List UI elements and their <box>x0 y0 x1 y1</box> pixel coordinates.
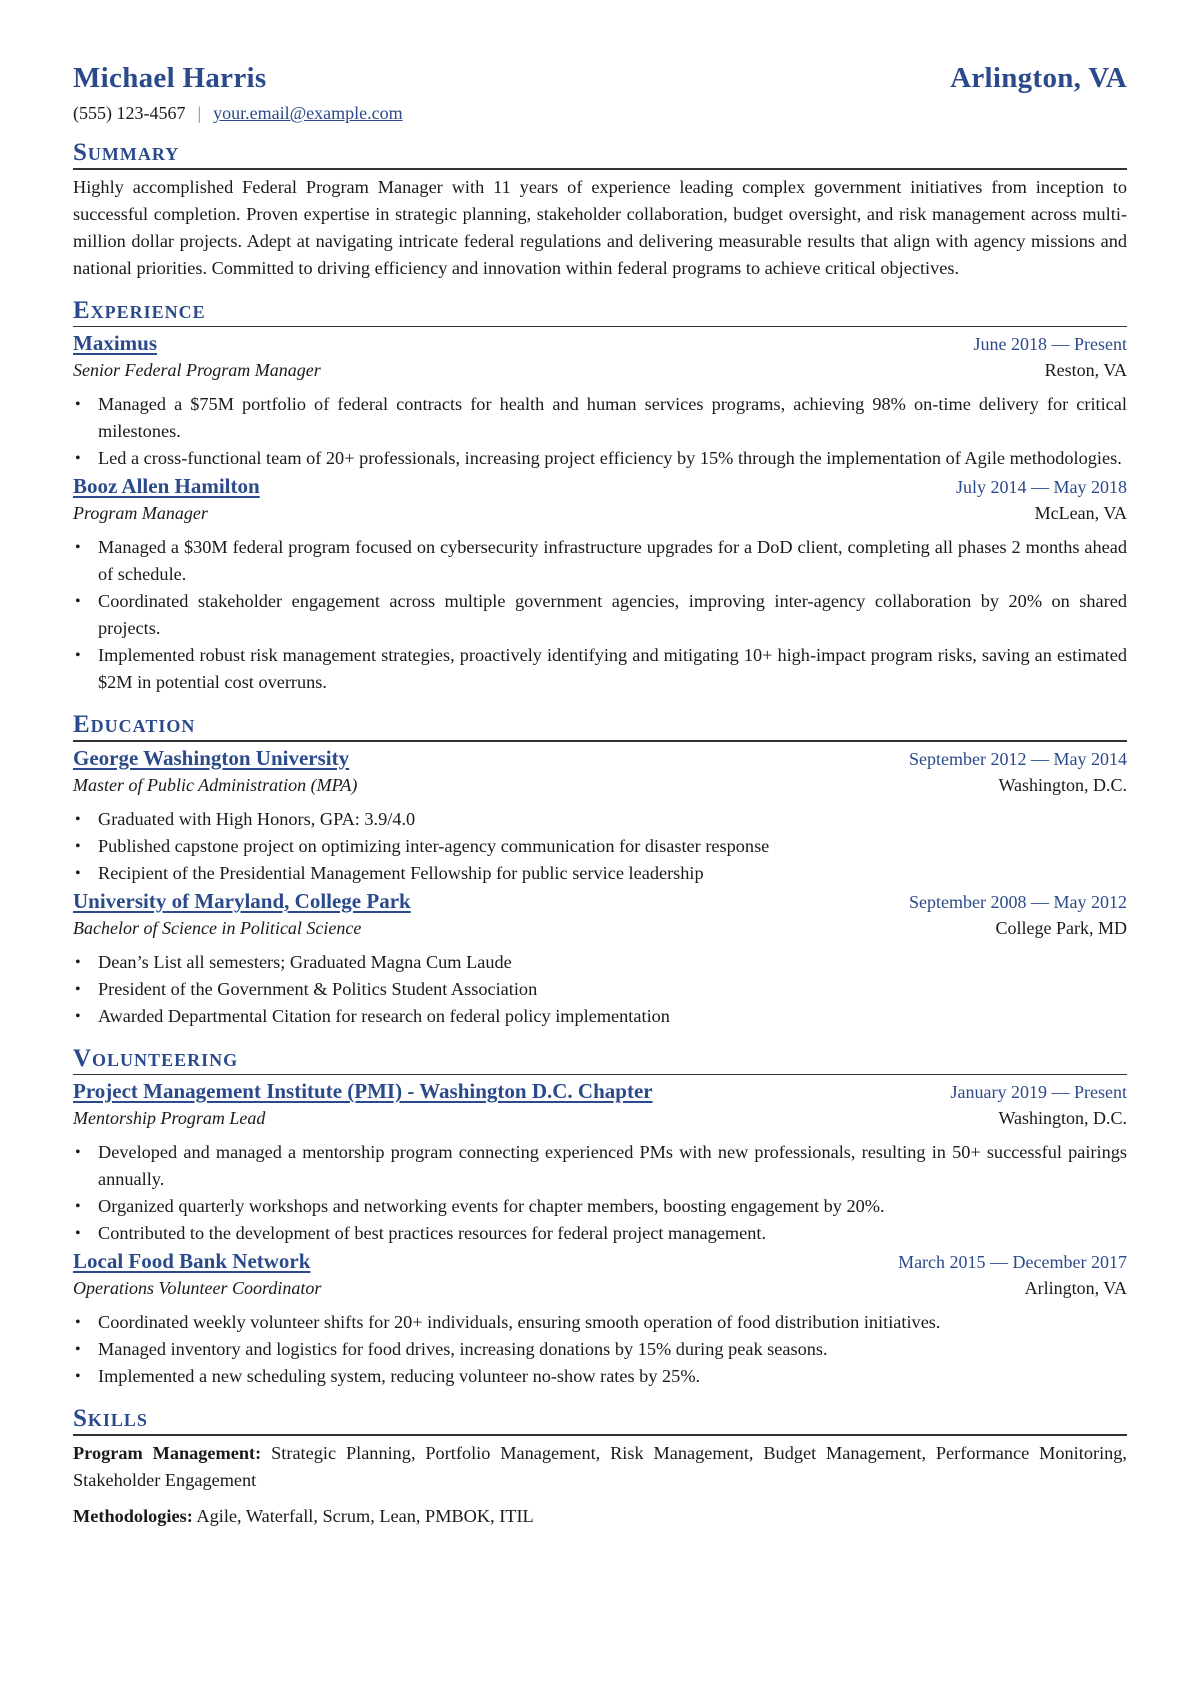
skill-values: Agile, Waterfall, Scrum, Lean, PMBOK, ITIL <box>196 1505 534 1526</box>
entry-location: Arlington, VA <box>1024 1278 1127 1298</box>
experience-entry <box>73 474 1127 696</box>
summary-text: Highly accomplished Federal Program Manager with 11 years of experience leading complex government initiatives from inception to successful completion. Proven expertise in strategic planning, stakeholder collaboration, budget oversight, and risk management across multi-million dollar projects. Adept at navigating intricate federal regulations and delivering measurable results that align with agency missions and national priorities. Committed to driving efficiency and innovation within federal programs to achieve critical objectives. <box>73 176 1127 278</box>
experience-section <box>73 298 1127 697</box>
education-entry <box>73 746 1127 887</box>
organization-link[interactable]: Local Food Bank Network <box>73 1249 311 1273</box>
volunteer-role: Mentorship Program Lead <box>73 1108 266 1128</box>
section-title-experience: Experience <box>73 296 206 324</box>
employer-link[interactable]: Booz Allen Hamilton <box>73 474 260 498</box>
contact-separator: | <box>197 103 202 123</box>
entry-location: Washington, D.C. <box>998 774 1127 795</box>
entry-location: College Park, MD <box>995 917 1127 938</box>
volunteering-entry <box>73 1249 1127 1390</box>
entry-location: Washington, D.C. <box>998 1108 1127 1128</box>
bullet-list <box>73 806 1127 887</box>
entry-dates: September 2008 — May 2012 <box>909 891 1127 912</box>
list-item: • Organized quarterly workshops and networking events for chapter members, boosting engagement by 20%. <box>73 1193 1127 1220</box>
entry-dates: March 2015 — December 2017 <box>898 1252 1127 1272</box>
list-item: • Managed a $30M federal program focused on cybersecurity infrastructure upgrades for a DoD client, completing all phases 2 months ahead of schedule. <box>73 534 1127 588</box>
resume-header <box>73 62 1127 95</box>
school-link[interactable]: George Washington University <box>73 745 350 770</box>
section-divider <box>73 168 1127 170</box>
list-item: • Coordinated weekly volunteer shifts for 20+ individuals, ensuring smooth operation of food distribution initiatives. <box>73 1309 1127 1336</box>
skill-values: Strategic Planning, Portfolio Management, Risk Management, Budget Management, Performance Monitoring, Stakeholder Engagement <box>73 1442 1127 1490</box>
section-divider <box>73 1434 1127 1436</box>
list-item: • Published capstone project on optimizing inter-agency communication for disaster response <box>73 833 1127 860</box>
resume-page <box>73 62 1127 1530</box>
skill-label: Methodologies: <box>73 1505 193 1526</box>
education-section <box>73 712 1127 1030</box>
entry-dates: January 2019 — Present <box>950 1082 1127 1102</box>
bullet-list <box>73 534 1127 696</box>
list-item: • Recipient of the Presidential Management Fellowship for public service leadership <box>73 860 1127 887</box>
section-divider <box>73 740 1127 742</box>
skill-label: Program Management: <box>73 1442 262 1463</box>
summary-section <box>73 140 1127 282</box>
bullet-list <box>73 1309 1127 1390</box>
volunteering-section <box>73 1046 1127 1391</box>
list-item: • Managed a $75M portfolio of federal contracts for health and human services programs, achieving 98% on-time delivery for critical milestones. <box>73 391 1127 445</box>
entry-dates: July 2014 — May 2018 <box>956 477 1127 497</box>
job-title: Program Manager <box>73 503 208 523</box>
skill-line <box>73 1503 1127 1530</box>
job-title: Senior Federal Program Manager <box>73 360 321 380</box>
experience-entry <box>73 331 1127 472</box>
list-item: • Contributed to the development of best practices resources for federal project management. <box>73 1220 1127 1247</box>
candidate-name: Michael Harris <box>73 62 267 94</box>
section-divider <box>73 326 1127 328</box>
list-item: • Coordinated stakeholder engagement across multiple government agencies, improving inter-agency collaboration by 20% on shared projects. <box>73 588 1127 642</box>
section-title-education: Education <box>73 711 196 738</box>
list-item: • Implemented a new scheduling system, reducing volunteer no-show rates by 25%. <box>73 1363 1127 1390</box>
degree: Bachelor of Science in Political Science <box>73 917 362 938</box>
entry-dates: June 2018 — Present <box>973 334 1127 354</box>
list-item: • Dean’s List all semesters; Graduated Magna Cum Laude <box>73 949 1127 976</box>
email-link[interactable]: your.email@example.com <box>213 103 403 123</box>
bullet-list <box>73 1139 1127 1247</box>
list-item: • Led a cross-functional team of 20+ professionals, increasing project efficiency by 15% through the implementation of Agile methodologies. <box>73 445 1127 472</box>
section-title-summary: Summary <box>73 139 180 166</box>
list-item: • Developed and managed a mentorship program connecting experienced PMs with new professionals, resulting in 50+ successful pairings annually. <box>73 1139 1127 1193</box>
skill-line <box>73 1440 1127 1494</box>
list-item: • Graduated with High Honors, GPA: 3.9/4.0 <box>73 806 1127 833</box>
bullet-list <box>73 391 1127 472</box>
school-link[interactable]: University of Maryland, College Park <box>73 888 411 913</box>
list-item: • Managed inventory and logistics for food drives, increasing donations by 15% during peak seasons. <box>73 1336 1127 1363</box>
list-item: • Implemented robust risk management strategies, proactively identifying and mitigating 10+ high-impact program risks, saving an estimated $2M in potential cost overruns. <box>73 642 1127 696</box>
volunteering-entry <box>73 1079 1127 1247</box>
entry-dates: September 2012 — May 2014 <box>909 748 1127 769</box>
phone-number: (555) 123-4567 <box>73 103 186 123</box>
candidate-location: Arlington, VA <box>950 62 1127 94</box>
entry-location: McLean, VA <box>1034 503 1127 523</box>
organization-link[interactable]: Project Management Institute (PMI) - Washington D.C. Chapter <box>73 1079 653 1103</box>
section-title-volunteering: Volunteering <box>73 1044 239 1072</box>
section-divider <box>73 1074 1127 1076</box>
section-title-skills: Skills <box>73 1405 148 1432</box>
entry-location: Reston, VA <box>1044 360 1127 380</box>
skills-section <box>73 1406 1127 1530</box>
employer-link[interactable]: Maximus <box>73 331 157 355</box>
education-entry <box>73 889 1127 1030</box>
contact-line <box>73 103 1127 124</box>
volunteer-role: Operations Volunteer Coordinator <box>73 1278 322 1298</box>
list-item: • Awarded Departmental Citation for research on federal policy implementation <box>73 1003 1127 1030</box>
bullet-list <box>73 949 1127 1030</box>
degree: Master of Public Administration (MPA) <box>73 774 358 795</box>
list-item: • President of the Government & Politics Student Association <box>73 976 1127 1003</box>
